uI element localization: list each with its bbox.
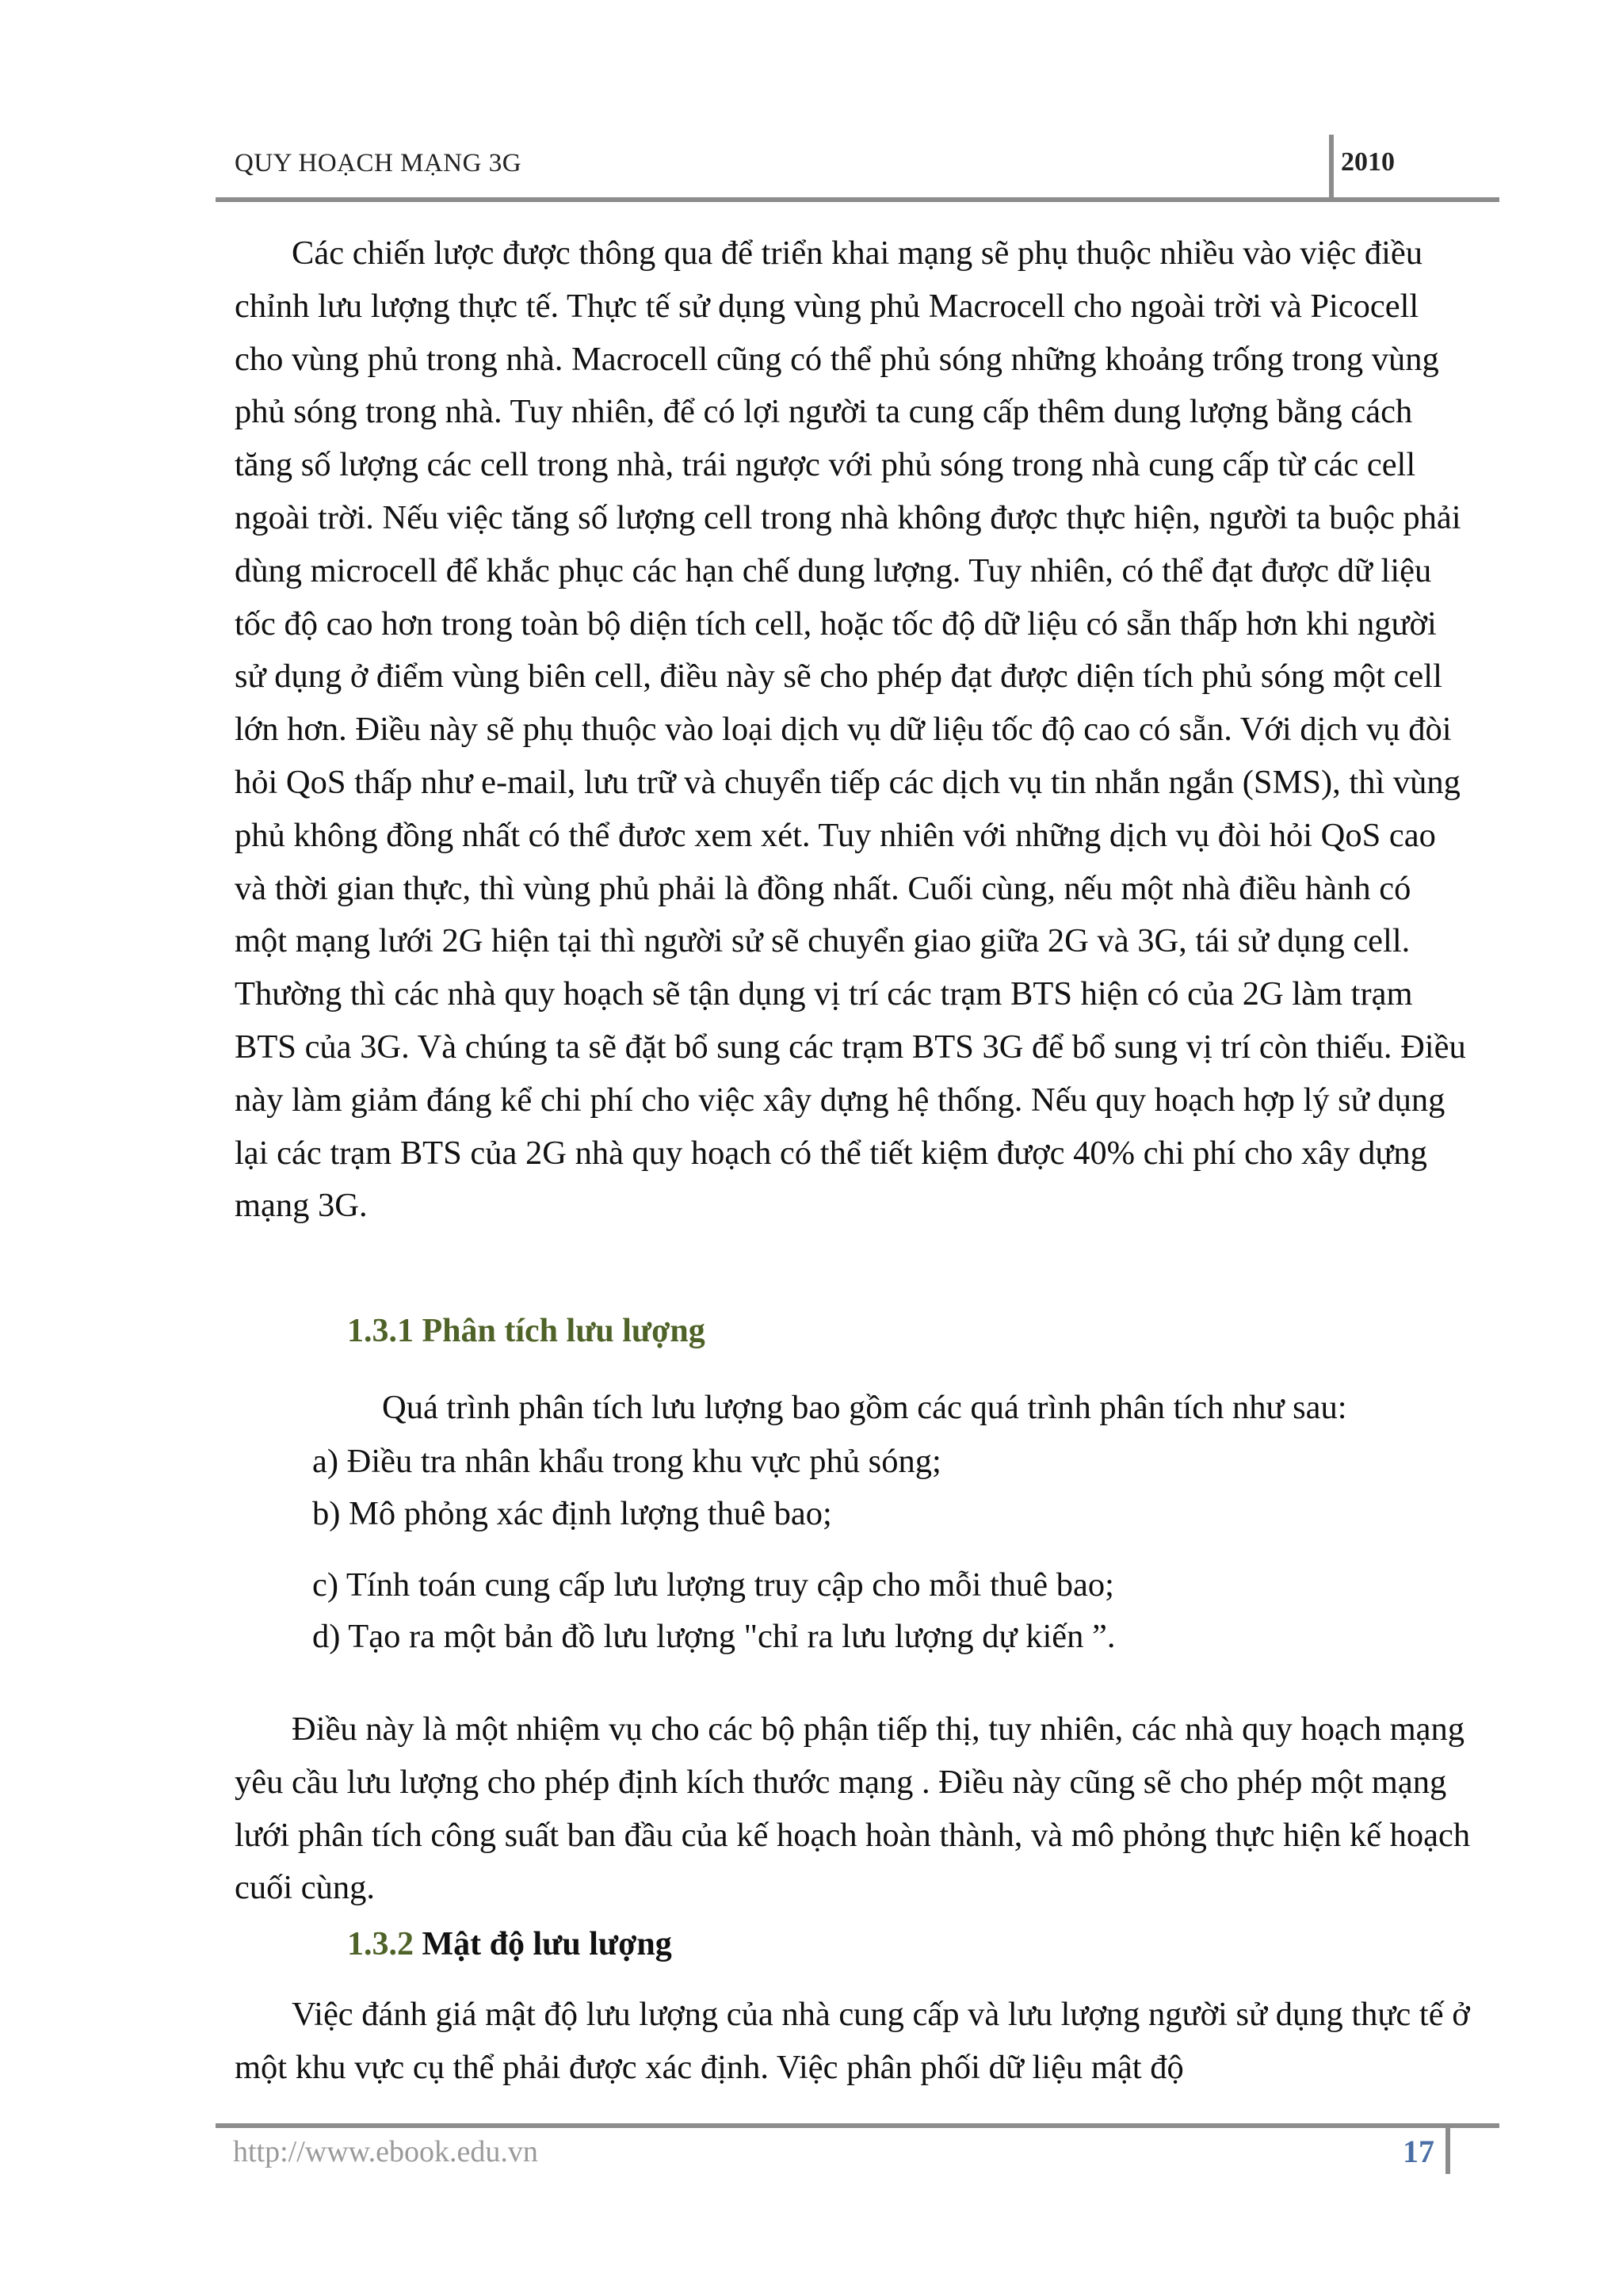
paragraph-strategy: Các chiến lược được thông qua để triển khai mạng sẽ phụ thuộc nhiều vào việc điều chỉnh lưu lượng thực tế. Thực tế sử dụng vùng phủ Macrocell cho ngoài trời và Picocell cho vùng phủ trong nhà. Macrocell cũng có thể phủ sóng những khoảng trống trong vùng phủ sóng trong nhà. Tuy nhiên, để có lợi người ta cung cấp thêm dung lượng bằng cách tăng số lượng các cell trong nhà, trái ngược với phủ sóng trong nhà cung cấp từ các cell ngoài trời. Nếu việc tăng số lượng cell trong nhà không được thực hiện, người ta buộc phải dùng microcell để khắc phục các hạn chế dung lượng. Tuy nhiên, có thể đạt được dữ liệu tốc độ cao hơn trong toàn bộ diện tích cell, hoặc tốc độ dữ liệu có sẵn thấp hơn khi người sử dụng ở điểm vùng biên cell, điều này sẽ cho phép đạt được diện tích phủ sóng một cell lớn hơn. Điều này sẽ phụ thuộc vào loại dịch vụ dữ liệu tốc độ cao có sẵn. Với dịch vụ đòi hỏi QoS thấp như e-mail, lưu trữ và chuyển tiếp các dịch vụ tin nhắn ngắn (SMS), thì vùng phủ không đồng nhất có thể đươc xem xét. Tuy nhiên với những dịch vụ đòi hỏi QoS cao và thời gian thực, thì vùng phủ phải là đồng nhất. Cuối cùng, nếu một nhà điều hành có một mạng lưới 2G hiện tại thì người sử sẽ chuyển giao giữa 2G và 3G, tái sử dụng cell. Thường thì các nhà quy hoạch sẽ tận dụng vị trí các trạm BTS hiện có của 2G làm trạm BTS của 3G. Và chúng ta sẽ đặt bổ sung các trạm BTS 3G để bổ sung vị trí còn thiếu. Điều này làm giảm đáng kể chi phí cho việc xây dựng hệ thống. Nếu quy hoạch hợp lý sử dụng lại các trạm BTS của 2G nhà quy hoạch có thể tiết kiệm được 40% chi phí cho xây dựng mạng 3G. <box>235 235 1466 1225</box>
paragraph-marketing: Điều này là một nhiệm vụ cho các bộ phận tiếp thị, tuy nhiên, các nhà quy hoạch mạng yêu cầu lưu lượng cho phép định kích thước mạng . Điều này cũng sẽ cho phép một mạng lưới phân tích công suất ban đầu của kế hoạch hoàn thành, và mô phỏng thực hiện kế hoạch cuối cùng. <box>235 1711 1471 1907</box>
section-number: 1.3.2 <box>347 1926 414 1962</box>
page-number: 17 <box>1403 2134 1434 2169</box>
section-heading-1-3-2 <box>347 1925 672 1963</box>
list-item: a) Điều tra nhân khẩu trong khu vực phủ sóng; <box>312 1443 941 1480</box>
footer-divider <box>1445 2126 1450 2174</box>
section-title: Mật độ lưu lượng <box>414 1926 672 1962</box>
header-divider <box>1329 135 1334 201</box>
list-item: c) Tính toán cung cấp lưu lượng truy cập cho mỗi thuê bao; <box>312 1566 1114 1604</box>
header-year: 2010 <box>1341 147 1395 177</box>
header-rule <box>216 197 1499 202</box>
list-item: b) Mô phỏng xác định lượng thuê bao; <box>312 1495 832 1532</box>
list-item: d) Tạo ra một bản đồ lưu lượng "chỉ ra lưu lượng dự kiến ”. <box>312 1618 1116 1655</box>
section-heading-1-3-1: 1.3.1 Phân tích lưu lượng <box>347 1313 705 1349</box>
footer-rule <box>216 2123 1499 2128</box>
footer-url: http://www.ebook.edu.vn <box>233 2135 538 2168</box>
paragraph-density: Việc đánh giá mật độ lưu lượng của nhà cung cấp và lưu lượng người sử dụng thực tế ở một khu vực cụ thể phải được xác định. Việc phân phối dữ liệu mật độ <box>235 1996 1470 2086</box>
list-intro: Quá trình phân tích lưu lượng bao gồm các quá trình phân tích như sau: <box>382 1389 1347 1426</box>
header-title: QUY HOẠCH MẠNG 3G <box>235 149 522 177</box>
